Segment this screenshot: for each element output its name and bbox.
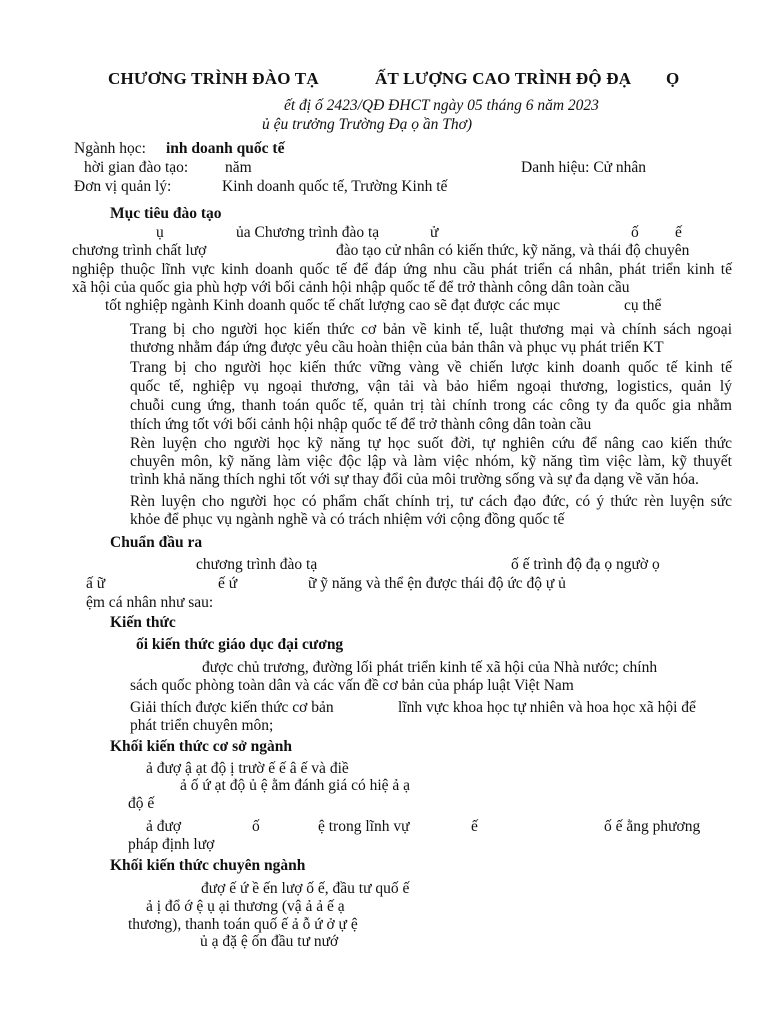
outcomes-heading: Chuẩn đầu ra <box>110 534 203 551</box>
general-knowledge-fragment: lĩnh vực khoa học tự nhiên và hoa học xã hội để <box>398 699 696 716</box>
objective-item-2-line: Trang bị cho người học kiến thức vững vàng về chiến lược kinh doanh quốc tế kinh tế <box>130 359 732 376</box>
general-knowledge-line: được chủ trương, đường lối phát triển kinh tế xã hội của Nhà nước; chính <box>202 659 658 676</box>
objective-item-3-line: chuyên môn, kỹ năng làm việc độc lập và làm việc nhóm, kỹ năng tìm việc làm, kỹ thuyết <box>130 453 732 470</box>
outcomes-text-fragment: ấ ữ <box>86 575 106 592</box>
outcomes-text-line: ệm cá nhân như sau: <box>86 594 214 611</box>
base-knowledge-fragment: ả đượ <box>146 818 182 835</box>
objectives-text-line: xã hội của quốc gia phù hợp với bối cảnh hội nhập quốc tế để trở thành công dân toàn cầu <box>72 279 630 296</box>
objectives-text-line: nghiệp thuộc lĩnh vực kinh doanh quốc tế để đáp ứng nhu cầu phát triển cá nhân, phát triển kinh tế <box>72 261 732 278</box>
base-knowledge-line: độ ế <box>128 795 155 812</box>
base-knowledge-line: ả đượ ậ ạt độ ị trườ ế ế â ế và điề <box>146 760 349 777</box>
general-knowledge-heading: ối kiến thức giáo dục đại cương <box>136 636 344 653</box>
general-knowledge-fragment: Giải thích được kiến thức cơ bản <box>130 699 334 716</box>
objective-item-3-line: trình khả năng thích nghi tốt với sự thay đổi của môi trường sống và sự đa dạng về văn hóa. <box>130 471 699 488</box>
outcomes-text-fragment: ố ế trình độ đạ ọ ngườ ọ <box>511 556 660 573</box>
major-knowledge-line: thương), thanh toán quố ế ả ỗ ứ ở ự ệ <box>128 916 358 933</box>
base-knowledge-heading: Khối kiến thức cơ sở ngành <box>110 738 292 755</box>
objective-item-3-line: Rèn luyện cho người học kỹ năng tự học suốt đời, tự nghiên cứu để nâng cao kiến thức <box>130 435 732 452</box>
major-knowledge-heading: Khối kiến thức chuyên ngành <box>110 857 306 874</box>
objectives-text-fragment: cụ thể <box>624 297 662 314</box>
objectives-text-fragment: ế <box>675 224 682 241</box>
major-value: inh doanh quốc tế <box>166 140 285 157</box>
outcomes-text-fragment: chương trình đào tạ <box>196 556 318 573</box>
duration-value: năm <box>225 159 252 176</box>
objectives-text-fragment: ụ <box>156 224 164 241</box>
base-knowledge-fragment: ế <box>471 818 478 835</box>
decision-line1: ết đị ố 2423/QĐ ĐHCT ngày 05 tháng 6 năm 2023 <box>284 97 599 114</box>
objective-item-4-line: Rèn luyện cho người học có phẩm chất chính trị, tư cách đạo đức, có ý thức rèn luyện sức <box>130 493 732 510</box>
major-knowledge-line: ả ị đổ ớ ệ ụ ại thương (vậ ả ả ế ạ <box>146 898 345 915</box>
base-knowledge-line: ả ố ứ ạt độ ủ ệ ằm đánh giá có hiệ ả ạ <box>180 777 411 794</box>
objectives-text-fragment: đào tạo cử nhân có kiến thức, kỹ năng, và thái độ chuyên <box>336 242 690 259</box>
objective-item-2-line: chuỗi cung ứng, thanh toán quốc tế, quản trị tài chính trong các công ty đa quốc gia nhằm <box>130 397 732 414</box>
degree-title: Danh hiệu: Cử nhân <box>521 159 647 176</box>
objectives-text-fragment: ố <box>631 224 639 241</box>
decision-line2: ủ ệu trưởng Trường Đạ ọ ần Thơ) <box>262 116 473 133</box>
objectives-heading: Mục tiêu đào tạo <box>110 205 222 222</box>
objectives-text-fragment: tốt nghiệp ngành Kinh doanh quốc tế chất lượng cao sẽ đạt được các mục <box>105 297 561 314</box>
general-knowledge-line: sách quốc phòng toàn dân và các vấn đề cơ bản của pháp luật Việt Nam <box>130 677 574 694</box>
objective-item-1-line: Trang bị cho người học kiến thức cơ bản về kinh tế, luật thương mại và chính sách ngoại <box>130 321 732 338</box>
objectives-text-fragment: chương trình chất lượ <box>72 242 207 259</box>
base-knowledge-line: pháp định lượ <box>128 836 215 853</box>
objectives-text-fragment: ử <box>430 224 439 241</box>
knowledge-heading: Kiến thức <box>110 614 176 631</box>
major-label: Ngành học: <box>74 140 146 157</box>
unit-label: Đơn vị quản lý: <box>74 178 172 195</box>
objective-item-1-line: thương nhằm đáp ứng được yêu cầu hoàn thiện của bản thân và phục vụ phát triển KT <box>130 339 664 356</box>
outcomes-text-fragment: ữ ỹ năng và thể ện được thái độ ức độ ự ủ <box>308 575 566 592</box>
unit-value: Kinh doanh quốc tế, Trường Kinh tế <box>222 178 448 195</box>
title-part2: ẤT LƯỢNG CAO TRÌNH ĐỘ ĐẠ <box>375 69 632 88</box>
title-part1: CHƯƠNG TRÌNH ĐÀO TẠ <box>108 69 319 88</box>
base-knowledge-fragment: ố ế ằng phương <box>604 818 701 835</box>
duration-label: hời gian đào tạo: <box>84 159 189 176</box>
objective-item-2-line: quốc tế, nghiệp vụ ngoại thương, vận tải và bảo hiểm ngoại thương, logistics, quản lý <box>130 378 732 395</box>
objective-item-2-line: thích ứng tốt với bối cảnh hội nhập quốc tế để trở thành công dân toàn cầu <box>130 416 592 433</box>
objective-item-4-line: khỏe để phục vụ ngành nghề và có trách nhiệm với cộng đồng quốc tế <box>130 511 565 528</box>
base-knowledge-fragment: ố <box>252 818 260 835</box>
major-knowledge-line: đượ ế ứ ề ến lượ ố ế, đầu tư quố ế <box>201 880 410 897</box>
base-knowledge-fragment: ệ trong lĩnh vự <box>318 818 410 835</box>
major-knowledge-line: ủ ạ đặ ệ ốn đầu tư nướ <box>200 933 339 950</box>
general-knowledge-line: phát triển chuyên môn; <box>130 717 274 734</box>
objectives-text-fragment: ủa Chương trình đào tạ <box>236 224 380 241</box>
outcomes-text-fragment: ế ứ <box>218 575 238 592</box>
title-part3: Ọ <box>666 69 680 88</box>
